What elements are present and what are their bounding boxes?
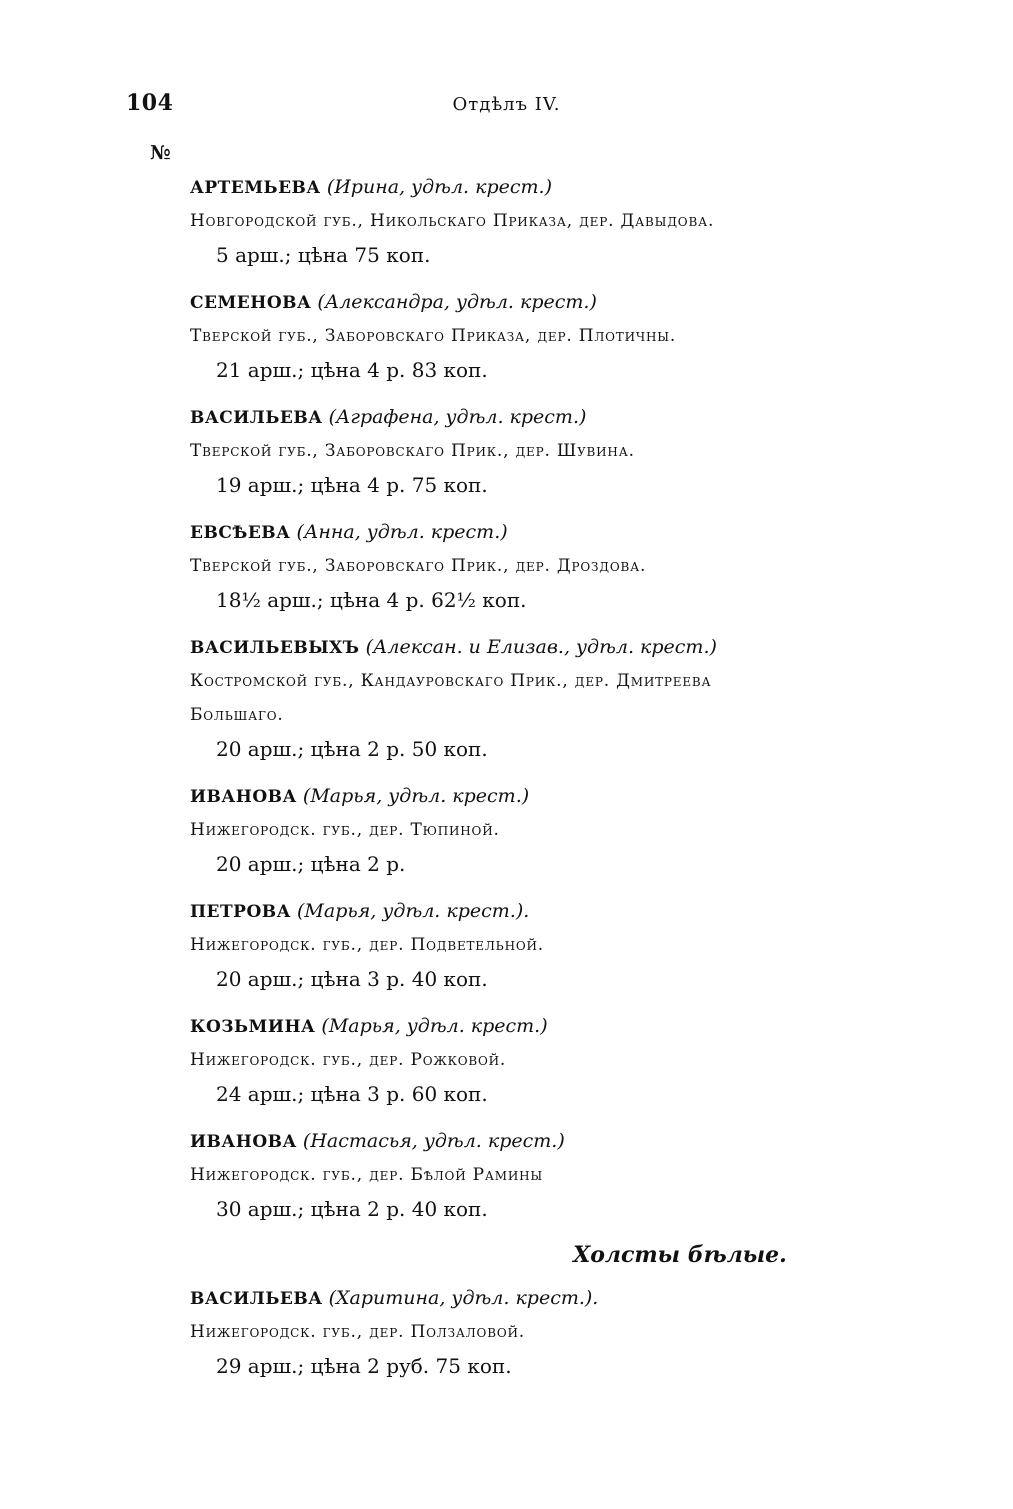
entry bbox=[190, 170, 910, 272]
entry-heading bbox=[190, 779, 910, 813]
entry-name: ИВАНОВА bbox=[190, 787, 297, 807]
entry-name: ЕВСѢЕВА bbox=[190, 523, 291, 543]
entry-detail: (Харитина, удѣл. крест.). bbox=[328, 1287, 599, 1309]
entry-detail: (Марья, удѣл. крест.) bbox=[302, 785, 530, 807]
entry-price: 5 арш.; цѣна 75 коп. bbox=[216, 243, 431, 267]
entry-location: Тверской губ., Заборовскаго Прик., дер. Шувина. bbox=[190, 441, 635, 461]
entry bbox=[190, 779, 910, 881]
entry-name: ВАСИЛЬЕВА bbox=[190, 1289, 323, 1309]
entry-location: Тверской губ., Заборовскаго Прик., дер. Дроздова. bbox=[190, 556, 647, 576]
entry-price: 29 арш.; цѣна 2 руб. 75 коп. bbox=[216, 1354, 512, 1378]
entry-heading bbox=[190, 1124, 910, 1158]
entry-location: Костромской губ., Кандауровскаго Прик., дер. Дмитреева bbox=[190, 671, 712, 691]
entry-detail: (Настасья, удѣл. крест.) bbox=[302, 1130, 565, 1152]
entry-heading bbox=[190, 1009, 910, 1043]
running-head: Отдѣлъ IV. bbox=[452, 94, 561, 115]
entry bbox=[190, 1009, 910, 1111]
entry bbox=[190, 894, 910, 996]
entry-name: АРТЕМЬЕВА bbox=[190, 178, 321, 198]
entry-location: Нижегородск. губ., дер. Подветельной. bbox=[190, 935, 544, 955]
entry-location: Новгородской губ., Никольскаго Приказа, дер. Давыдова. bbox=[190, 211, 715, 231]
entries-list bbox=[190, 170, 910, 1396]
entry-name: ВАСИЛЬЕВА bbox=[190, 408, 323, 428]
entry-location-continued: Большаго. bbox=[190, 705, 284, 725]
entry-detail: (Ирина, удѣл. крест.) bbox=[326, 176, 552, 198]
page-number: 104 bbox=[126, 90, 174, 116]
entry bbox=[190, 400, 910, 502]
entry-price: 18½ арш.; цѣна 4 р. 62½ коп. bbox=[216, 588, 527, 612]
entry-name: СЕМЕНОВА bbox=[190, 293, 312, 313]
entry bbox=[190, 1124, 910, 1226]
entry bbox=[190, 1281, 910, 1383]
entry-heading bbox=[190, 170, 910, 204]
entry-name: ВАСИЛЬЕВЫХЪ bbox=[190, 638, 360, 658]
entry-heading bbox=[190, 894, 910, 928]
entry-location: Нижегородск. губ., дер. Бѣлой Рамины bbox=[190, 1165, 544, 1185]
entry-name: ИВАНОВА bbox=[190, 1132, 297, 1152]
entry-location: Тверской губ., Заборовскаго Приказа, дер. Плотичны. bbox=[190, 326, 677, 346]
entry-price: 30 арш.; цѣна 2 р. 40 коп. bbox=[216, 1197, 488, 1221]
entry-price: 21 арш.; цѣна 4 р. 83 коп. bbox=[216, 358, 488, 382]
entry-heading bbox=[190, 515, 910, 549]
entry bbox=[190, 515, 910, 617]
entry-heading bbox=[190, 285, 910, 319]
entry-price: 20 арш.; цѣна 3 р. 40 коп. bbox=[216, 967, 488, 991]
entry-detail: (Аграфена, удѣл. крест.) bbox=[328, 406, 587, 428]
entry-heading bbox=[190, 1281, 910, 1315]
entry-location: Нижегородск. губ., дер. Ползаловой. bbox=[190, 1322, 525, 1342]
entry-detail: (Александра, удѣл. крест.) bbox=[317, 291, 597, 313]
entry-name: КОЗЬМИНА bbox=[190, 1017, 316, 1037]
entry-price: 20 арш.; цѣна 2 р. 50 коп. bbox=[216, 737, 488, 761]
entry-name: ПЕТРОВА bbox=[190, 902, 291, 922]
entry bbox=[190, 630, 910, 766]
entry-price: 20 арш.; цѣна 2 р. bbox=[216, 852, 406, 876]
entry-heading bbox=[190, 400, 910, 434]
entry-price: 19 арш.; цѣна 4 р. 75 коп. bbox=[216, 473, 488, 497]
entry-detail: (Марья, удѣл. крест.). bbox=[297, 900, 530, 922]
entry-price: 24 арш.; цѣна 3 р. 60 коп. bbox=[216, 1082, 488, 1106]
entry-location: Нижегородск. губ., дер. Рожковой. bbox=[190, 1050, 507, 1070]
entry-detail: (Алексан. и Елизав., удѣл. крест.) bbox=[365, 636, 717, 658]
section-heading: Холсты бѣлые. bbox=[573, 1242, 787, 1268]
entry-detail: (Анна, удѣл. крест.) bbox=[296, 521, 508, 543]
number-sign: № bbox=[150, 142, 171, 164]
entry bbox=[190, 285, 910, 387]
entry-location: Нижегородск. губ., дер. Тюпиной. bbox=[190, 820, 500, 840]
entry-heading bbox=[190, 630, 910, 664]
entry-detail: (Марья, удѣл. крест.) bbox=[321, 1015, 548, 1037]
